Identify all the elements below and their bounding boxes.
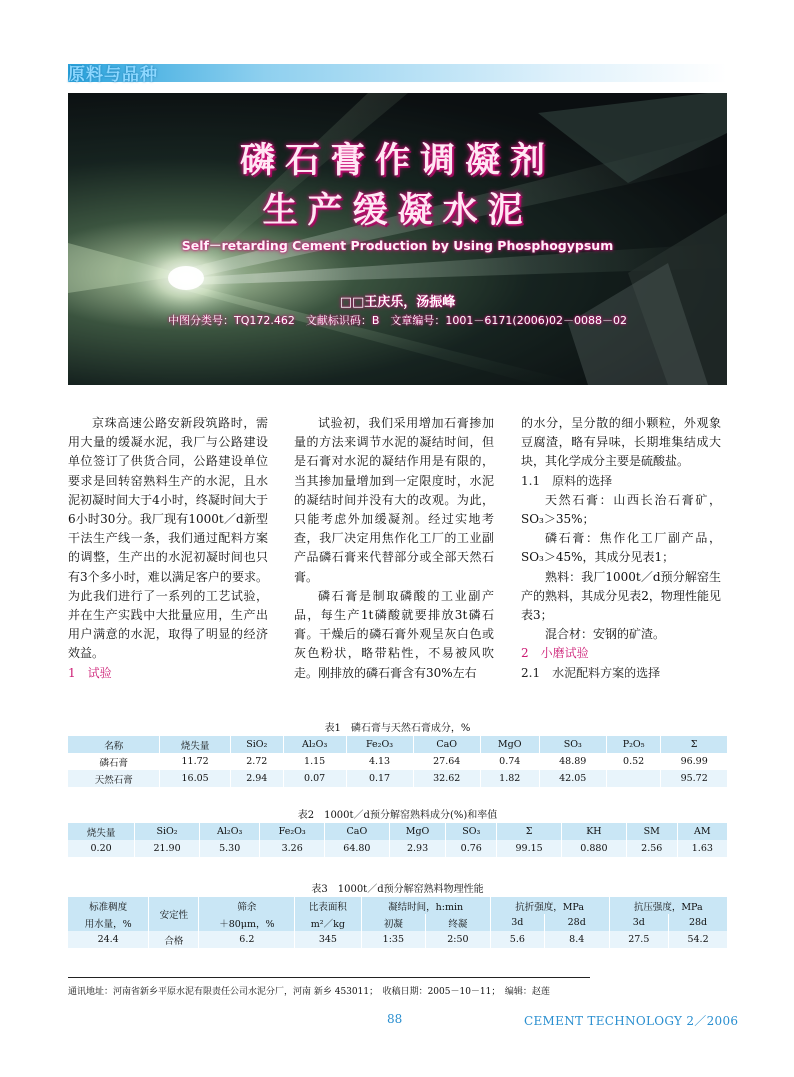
title-line-1: 磷石膏作调凝剂 — [239, 141, 555, 181]
table-header-cell: 抗压强度，MPa — [609, 897, 727, 914]
body-column-3 — [521, 414, 721, 683]
table-cell: 2.56 — [626, 840, 677, 857]
table-cell: 27.5 — [609, 931, 669, 948]
table3 — [68, 897, 727, 948]
table-cell: 0.76 — [446, 840, 497, 857]
table1-header-row — [68, 736, 727, 753]
journal-name: CEMENT TECHNOLOGY 2／2006 — [524, 1014, 739, 1028]
english-title: Self－retarding Cement Production by Using Phosphogypsum — [181, 238, 614, 253]
paragraph: 磷石膏是制取磷酸的工业副产品，每生产1t磷酸就要排放3t磷石膏。干燥后的磷石膏外观呈灰白色或灰色粉状，略带粘性，不易被风吹走。刚排放的磷石膏含有30%左右 — [294, 588, 494, 680]
table-cell: 96.99 — [661, 753, 727, 770]
table-header-cell: 烧失量 — [160, 736, 230, 753]
table-cell: 6.2 — [199, 931, 295, 948]
table-header-cell: P₂O₅ — [606, 736, 660, 753]
paragraph: 京珠高速公路安新段筑路时，需用大量的缓凝水泥，我厂与公路建设单位签订了供货合同，公路建设单位要求是回转窑熟料生产的水泥，且水泥初凝时间大于4小时，终凝时间大于6小时30分。我厂现有1000t／d新型干法生产线一条，我们通过配料方案的调整，生产出的水泥初凝时间也只有3个多小时，难以满足客户的要求。为此我们进行了一系列的工艺试验，并在生产实践中大批量应用，生产出用户满意的水泥，取得了明显的经济效益。 — [68, 416, 268, 661]
table-header-cell: 凝结时间，h:min — [361, 897, 490, 914]
table-cell: 2.94 — [230, 770, 283, 787]
table-header-cell: m²／kg — [295, 914, 361, 931]
table-cell: 4.13 — [346, 753, 413, 770]
table-cell: 16.05 — [160, 770, 230, 787]
paragraph: 混合材：安钢的矿渣。 — [545, 627, 666, 642]
table1-caption: 表1 磷石膏与天然石膏成分，% — [324, 723, 471, 734]
page-number: 88 — [387, 1012, 403, 1026]
table-header-cell: SO₃ — [446, 823, 497, 840]
table-cell: 0.74 — [480, 753, 539, 770]
table-cell: 42.05 — [539, 770, 606, 787]
table-cell: 32.62 — [413, 770, 480, 787]
title-line-2: 生产缓凝水泥 — [262, 191, 533, 231]
table-row — [68, 753, 727, 770]
table-row — [68, 770, 727, 787]
table-cell: 99.15 — [497, 840, 562, 857]
table-header-cell: 安定性 — [149, 897, 199, 931]
table-cell — [606, 770, 660, 787]
table-header-cell: KH — [562, 823, 627, 840]
paragraph: 熟料：我厂1000t／d预分解窑生产的熟料，其成分见表2，物理性能见表3； — [521, 569, 721, 623]
footnote-divider — [68, 977, 590, 978]
hero-banner — [68, 93, 727, 385]
table-row — [68, 840, 727, 857]
table-header-cell: Fe₂O₃ — [260, 823, 325, 840]
table-header-cell: 标准稠度 — [68, 897, 149, 914]
table-cell: 0.17 — [346, 770, 413, 787]
table-header-cell: CaO — [324, 823, 389, 840]
table-header-cell: 烧失量 — [68, 823, 135, 840]
paragraph: 的水分，呈分散的细小颗粒，外观象豆腐渣，略有异味，长期堆集结成大块，其化学成分主要是硫酸盐。 — [521, 416, 721, 469]
table-header-cell: ＋80μm，% — [199, 914, 295, 931]
table-cell: 3.26 — [260, 840, 325, 857]
table-cell: 合格 — [149, 931, 199, 948]
section-heading-2: 2 小磨试验 — [521, 646, 589, 661]
table-cell: 1:35 — [361, 931, 426, 948]
table-cell: 2:50 — [426, 931, 491, 948]
table-header-cell: SO₃ — [539, 736, 606, 753]
body-column-2 — [294, 414, 494, 683]
table-cell: 2.93 — [389, 840, 446, 857]
table-cell: 0.07 — [283, 770, 346, 787]
table1 — [68, 736, 727, 787]
subsection-heading-2-1: 2.1 水泥配料方案的选择 — [521, 665, 661, 680]
body-column-1 — [68, 414, 268, 683]
table-header-cell: MgO — [480, 736, 539, 753]
table-header-cell: SM — [626, 823, 677, 840]
table-header-cell: Al₂O₃ — [199, 823, 259, 840]
table-cell: 0.880 — [562, 840, 627, 857]
paragraph: 磷石膏：焦作化工厂副产品，SO₃＞45%，其成分见表1； — [521, 531, 721, 565]
table-header-cell: 名称 — [68, 736, 160, 753]
table-row — [68, 931, 727, 948]
section-label: 原料与品种 — [68, 65, 158, 85]
table-header-cell: 28d — [669, 914, 727, 931]
table-header-cell: 比表面积 — [295, 897, 361, 914]
table2-caption: 表2 1000t／d预分解窑熟料成分(%)和率值 — [297, 810, 498, 821]
table-header-cell: 抗折强度，MPa — [490, 897, 609, 914]
table2-header-row — [68, 823, 727, 840]
table-header-cell: AM — [677, 823, 727, 840]
table-cell: 21.90 — [135, 840, 200, 857]
classification-line: 中图分类号：TQ172.462 文献标识码：B 文章编号：1001－6171(2006)02－0088－02 — [168, 314, 627, 327]
table-cell: 54.2 — [669, 931, 727, 948]
table-header-cell: Al₂O₃ — [283, 736, 346, 753]
table-cell: 1.15 — [283, 753, 346, 770]
table-header-cell: 初凝 — [361, 914, 426, 931]
table-header-cell: 筛余 — [199, 897, 295, 914]
table-cell: 11.72 — [160, 753, 230, 770]
table-cell: 24.4 — [68, 931, 149, 948]
table-header-cell: MgO — [389, 823, 446, 840]
table-header-cell: 终凝 — [426, 914, 491, 931]
table-cell: 磷石膏 — [68, 753, 160, 770]
table3-caption: 表3 1000t／d预分解窑熟料物理性能 — [311, 884, 484, 895]
table-cell: 1.63 — [677, 840, 727, 857]
table2 — [68, 823, 727, 857]
paragraph: 天然石膏：山西长治石膏矿，SO₃＞35%； — [521, 492, 721, 527]
table-cell: 1.82 — [480, 770, 539, 787]
table-header-cell: Σ — [497, 823, 562, 840]
table-cell: 64.80 — [324, 840, 389, 857]
table-cell: 2.72 — [230, 753, 283, 770]
table-cell: 0.20 — [68, 840, 135, 857]
section-heading-1: 1 试验 — [68, 665, 112, 680]
table3-header-row-1 — [68, 897, 727, 914]
table-cell: 5.6 — [490, 931, 544, 948]
subsection-heading-1-1: 1.1 原料的选择 — [521, 473, 613, 488]
table-cell: 0.52 — [606, 753, 660, 770]
authors: □□王庆乐，汤振峰 — [339, 295, 456, 310]
table-cell: 95.72 — [661, 770, 727, 787]
table-cell: 8.4 — [544, 931, 609, 948]
table-header-cell: 3d — [609, 914, 669, 931]
paragraph: 试验初，我们采用增加石膏掺加量的方法来调节水泥的凝结时间，但是石膏对水泥的凝结作用是有限的，当其掺加量增加到一定限度时，水泥的凝结时间并没有大的改观。为此，只能考虑外加缓凝剂。经过实地考查，我厂决定用焦作化工厂的工业副产品磷石膏来代替部分或全部天然石膏。 — [294, 416, 494, 584]
table-header-cell: 3d — [490, 914, 544, 931]
table-header-cell: Σ — [661, 736, 727, 753]
table-cell: 345 — [295, 931, 361, 948]
table-cell: 5.30 — [199, 840, 259, 857]
table-header-cell: 用水量，% — [68, 914, 149, 931]
section-banner — [68, 64, 727, 82]
footnote: 通讯地址：河南省新乡平原水泥有限责任公司水泥分厂，河南 新乡 453011； 收稿日期：2005－10－11； 编辑：赵莲 — [68, 987, 550, 997]
table-header-cell: CaO — [413, 736, 480, 753]
table-cell: 天然石膏 — [68, 770, 160, 787]
table-header-cell: SiO₂ — [135, 823, 200, 840]
table-header-cell: 28d — [544, 914, 609, 931]
table-header-cell: SiO₂ — [230, 736, 283, 753]
table-header-cell: Fe₂O₃ — [346, 736, 413, 753]
table-cell: 48.89 — [539, 753, 606, 770]
table-cell: 27.64 — [413, 753, 480, 770]
